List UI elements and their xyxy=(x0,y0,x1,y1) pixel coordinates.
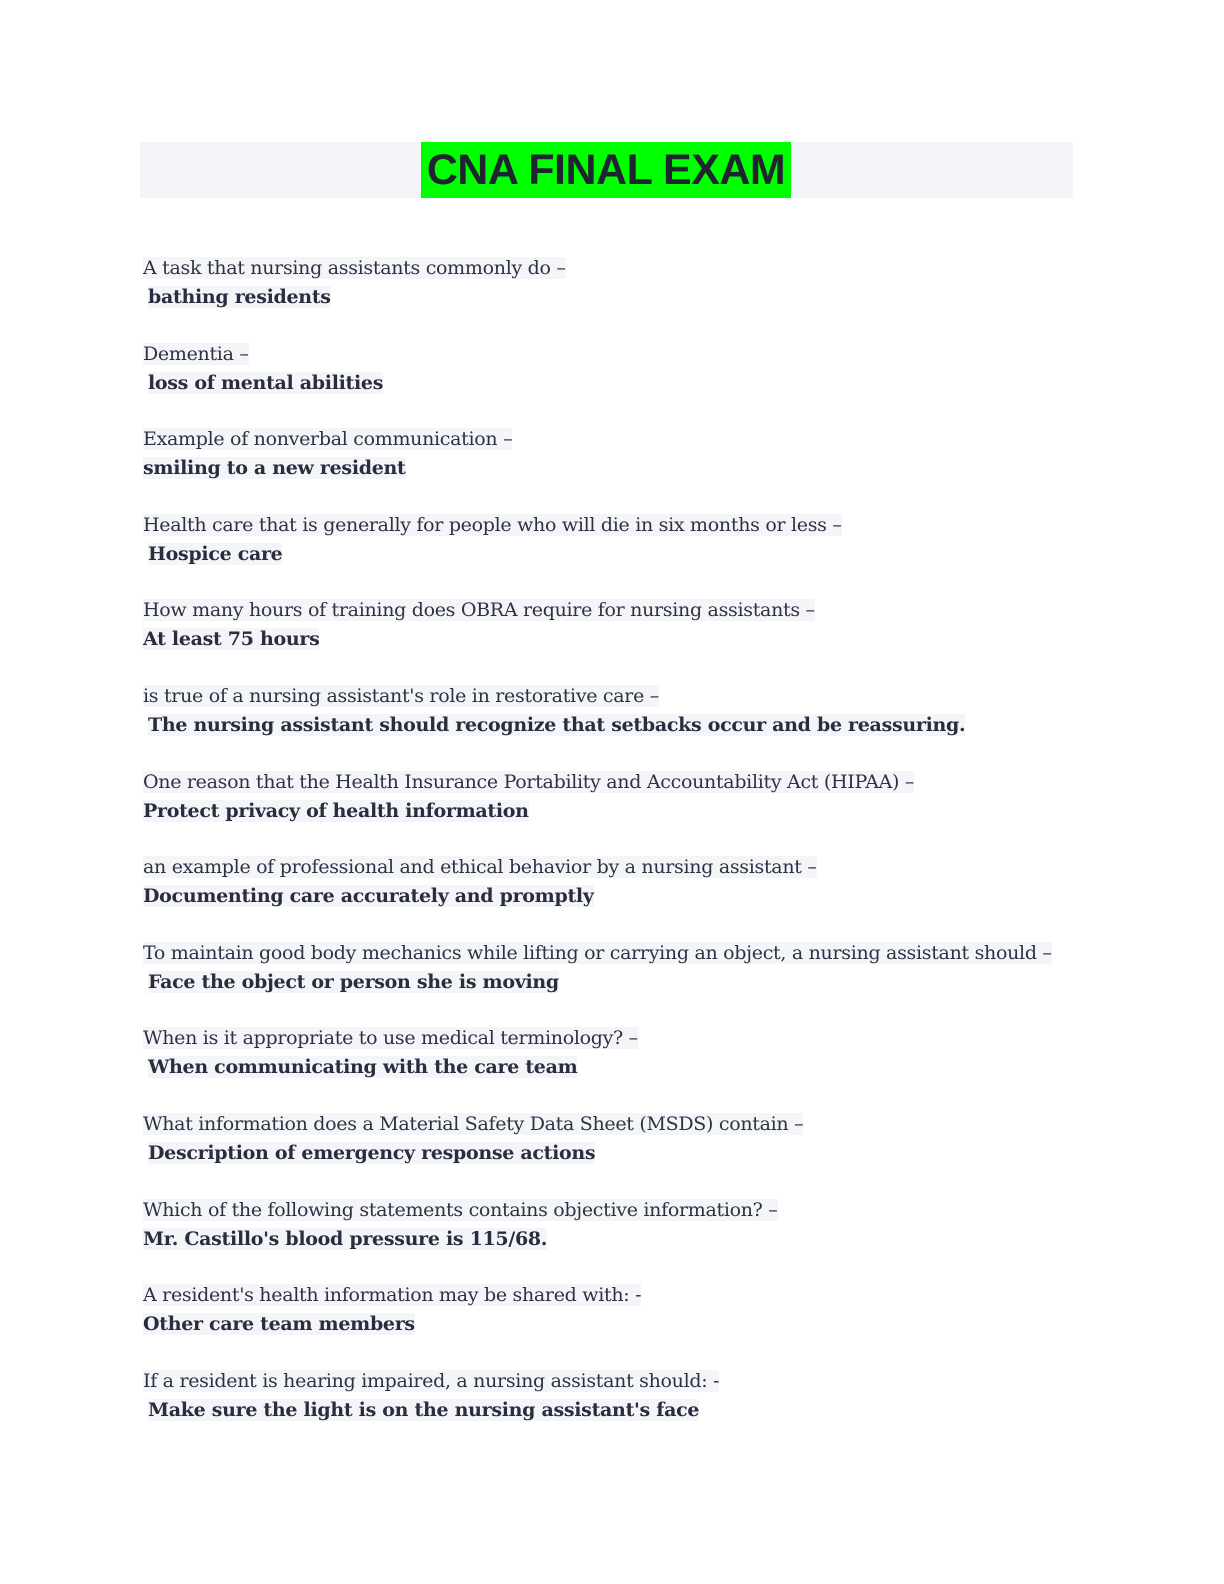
question-text: A task that nursing assistants commonly do – xyxy=(143,257,566,279)
question-text: Health care that is generally for people who will die in six months or less – xyxy=(143,513,842,536)
qa-item xyxy=(143,1367,1073,1425)
question-text: When is it appropriate to use medical terminology? – xyxy=(143,1027,638,1050)
answer-text: Documenting care accurately and promptly xyxy=(143,885,594,908)
question-text: Which of the following statements contains objective information? – xyxy=(143,1198,778,1221)
answer-text: Face the object or person she is moving xyxy=(148,970,559,993)
qa-item xyxy=(143,939,1073,997)
answer-text: When communicating with the care team xyxy=(148,1056,578,1079)
question-text: A resident's health information may be shared with: - xyxy=(143,1284,642,1307)
question-text: is true of a nursing assistant's role in restorative care – xyxy=(143,684,659,707)
question-text: What information does a Material Safety Data Sheet (MSDS) contain – xyxy=(143,1112,804,1135)
page-title: CNA FINAL EXAM xyxy=(421,142,791,198)
qa-item xyxy=(143,1196,1073,1254)
question-text: an example of professional and ethical behavior by a nursing assistant – xyxy=(143,856,817,879)
qa-item xyxy=(143,853,1073,911)
answer-text: The nursing assistant should recognize that setbacks occur and be reassuring. xyxy=(148,713,966,736)
question-text: If a resident is hearing impaired, a nursing assistant should: - xyxy=(143,1369,720,1392)
qa-item xyxy=(143,340,1073,398)
qa-item xyxy=(143,254,1073,312)
answer-text: Hospice care xyxy=(148,542,283,565)
question-text: To maintain good body mechanics while lifting or carrying an object, a nursing assistant should – xyxy=(143,941,1052,964)
qa-item xyxy=(143,425,1073,483)
answer-text: Protect privacy of health information xyxy=(143,799,529,822)
question-text: Example of nonverbal communication – xyxy=(143,428,513,451)
qa-item xyxy=(143,596,1073,654)
qa-item xyxy=(143,511,1073,569)
answer-text: bathing residents xyxy=(148,286,331,308)
qa-item xyxy=(143,682,1073,740)
question-text: Dementia – xyxy=(143,342,249,365)
answer-text: Description of emergency response actions xyxy=(148,1141,596,1164)
qa-item xyxy=(143,1110,1073,1168)
question-text: How many hours of training does OBRA require for nursing assistants – xyxy=(143,599,815,622)
qa-list xyxy=(143,254,1073,1452)
qa-item xyxy=(143,1024,1073,1082)
answer-text: Make sure the light is on the nursing assistant's face xyxy=(148,1398,700,1421)
answer-text: smiling to a new resident xyxy=(143,457,406,480)
question-text: One reason that the Health Insurance Portability and Accountability Act (HIPAA) – xyxy=(143,770,915,793)
qa-item xyxy=(143,1281,1073,1339)
answer-text: At least 75 hours xyxy=(143,628,320,651)
answer-text: loss of mental abilities xyxy=(148,371,384,394)
qa-item xyxy=(143,768,1073,826)
answer-text: Other care team members xyxy=(143,1313,415,1336)
answer-text: Mr. Castillo's blood pressure is 115/68. xyxy=(143,1227,548,1250)
